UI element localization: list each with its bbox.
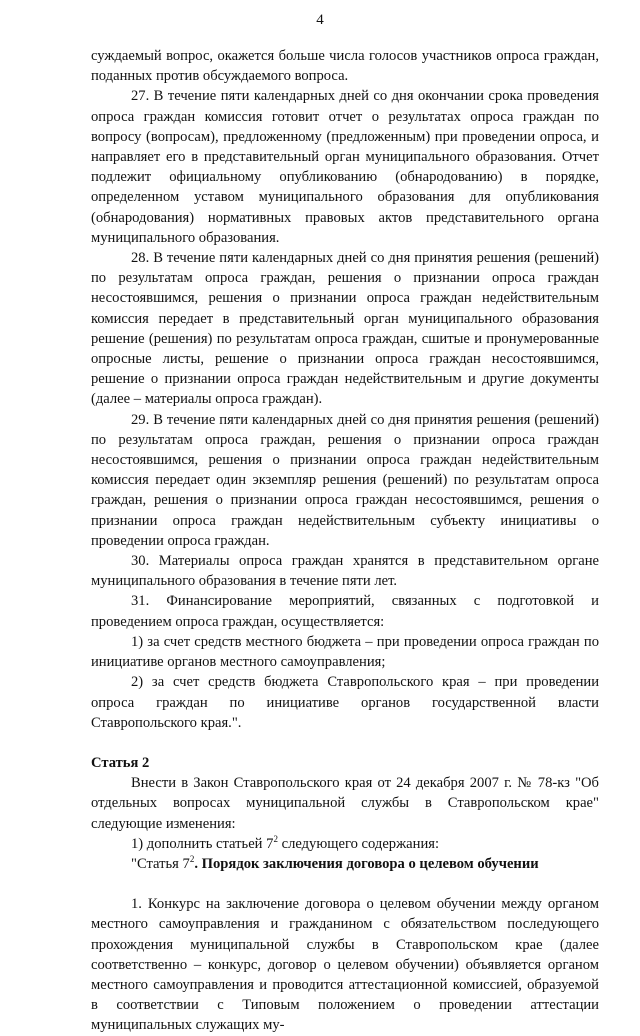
- amendment-item-1-prefix: 1) дополнить статьей 7: [131, 835, 274, 852]
- paragraph-31: 31. Финансирование мероприятий, связанных с подготовкой и проведением опроса граждан, осуществляется:: [91, 593, 599, 630]
- new-article-title: [91, 854, 599, 874]
- section-gap: [91, 874, 599, 894]
- paragraph-27: 27. В течение пяти календарных дней со дня окончании срока проведения опроса граждан комиссия готовит отчет о результатах опроса граждан по вопросу (вопросам), предложенному (предложенным) при проведении опроса, и направляет его в представительный орган муниципального образования. Отчет подлежит официальному опубликованию (обнародованию) в порядке, определенном уставом муниципального образования для опубликования (обнародования) нормативных правовых актов представительного органа муниципального образования.: [91, 88, 599, 246]
- paragraph-29: 29. В течение пяти календарных дней со дня принятия решения (решений) по результатам опроса граждан, решения о признании опроса граждан несостоявшимся, решения о признании опроса граждан недействительным комиссия передает один экземпляр решения (решений) по результатам опроса граждан, решения о признании опроса граждан несостоявшимся, решения о признании опроса граждан недействительным субъекту инициативы о проведении опроса граждан.: [91, 411, 599, 549]
- new-article-name: . Порядок заключения договора о целевом обучении: [194, 855, 539, 872]
- paragraph-31-item-1: 1) за счет средств местного бюджета – при проведении опроса граждан по инициативе органов местного самоуправления;: [91, 633, 599, 671]
- paragraph-31-item-2: 2) за счет средств бюджета Ставропольского края – при проведении опроса граждан по инициативе органов государственной власти Ставропольского края.".: [91, 674, 599, 731]
- amendment-item-1: [91, 834, 599, 854]
- amendment-item-1-suffix: следующего содержания:: [277, 835, 440, 852]
- section-gap: [91, 733, 599, 753]
- document-body: [91, 46, 599, 1036]
- paragraph-continuation: суждаемый вопрос, окажется больше числа голосов участников опроса граждан, поданных против обсуждаемого вопроса.: [91, 48, 599, 85]
- article-heading: Статья 2: [91, 754, 150, 771]
- page-number: 4: [316, 12, 324, 28]
- article-intro: Внести в Закон Ставропольского края от 24 декабря 2007 г. № 78-кз "Об отдельных вопросах муниципальной службы в Ставропольском крае" следующие изменения:: [91, 775, 599, 832]
- new-article-paragraph-1: 1. Конкурс на заключение договора о целевом обучении между органом местного самоуправления и гражданином с обязательством последующего прохождения муниципальной службы в Ставропольском крае (далее соответственно – конкурс, договор о целевом обучении) объявляется органом местного самоуправления и проводится аттестационной комиссией, образуемой в соответствии с Типовым положением о проведении аттестации муниципальных служащих му-: [91, 896, 599, 1034]
- amendment-item-1-sup: 2: [273, 833, 278, 844]
- paragraph-28: 28. В течение пяти календарных дней со дня принятия решения (решений) по результатам опроса граждан, решения о признании опроса граждан несостоявшимся, решения о признании опроса граждан недействительным комиссия передает в представительный орган муниципального образования решение (решения) по результатам опроса граждан, сшитые и пронумерованные опросные листы, решение о признании опроса граждан несостоявшимся, решение о признании опроса граждан недействительным и другие документы (далее – материалы опроса граждан).: [91, 250, 599, 408]
- paragraph-30: 30. Материалы опроса граждан хранятся в представительном органе муниципального образования в течение пяти лет.: [91, 553, 599, 590]
- new-article-sup: 2: [189, 854, 195, 865]
- new-article-prefix: "Статья 7: [131, 855, 190, 872]
